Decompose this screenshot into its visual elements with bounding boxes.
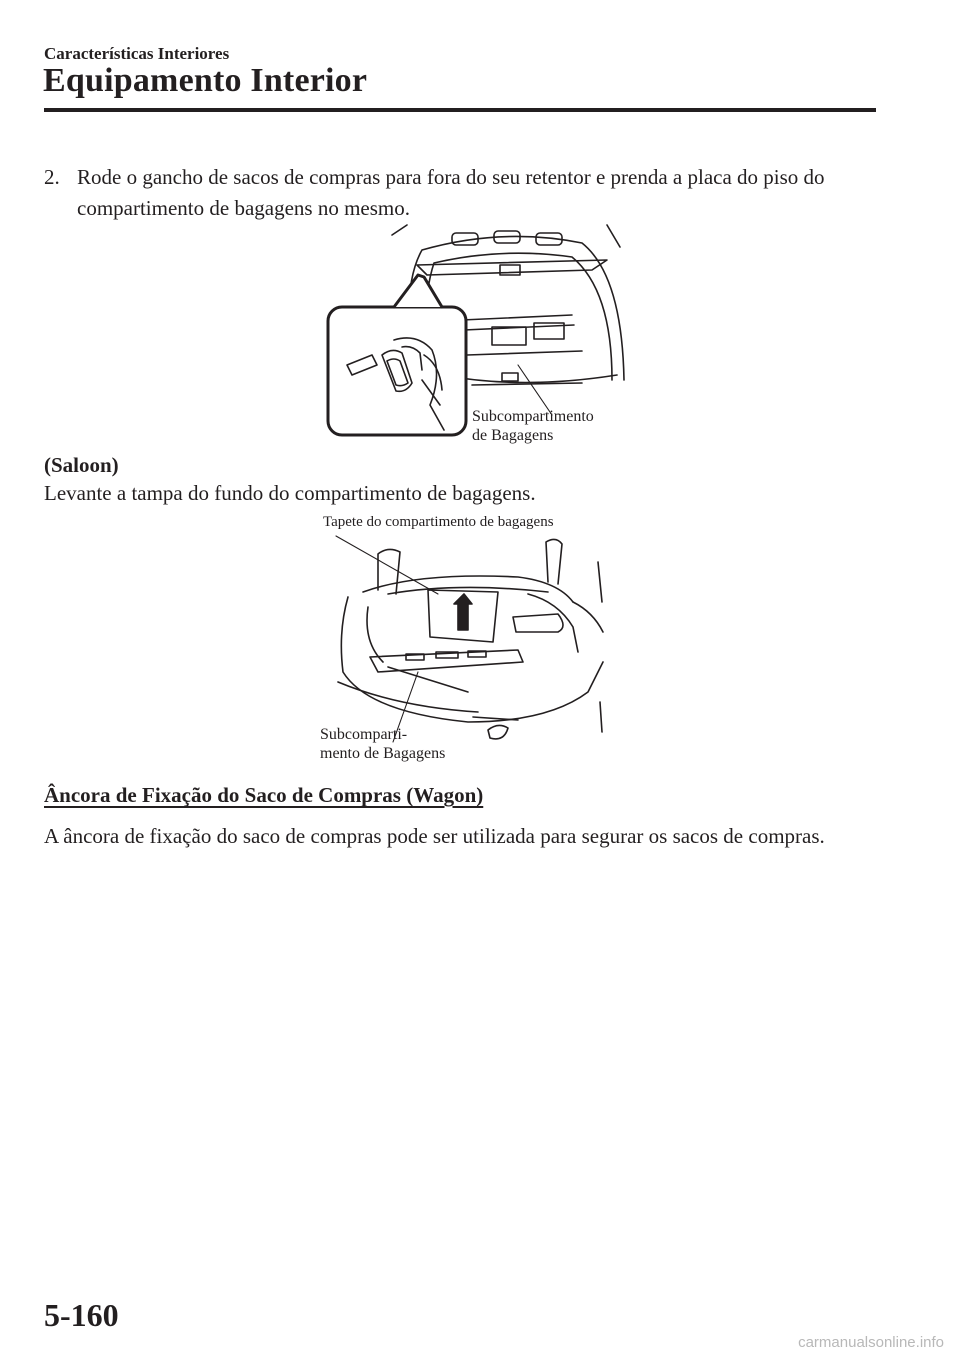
callout-line: de Bagagens	[472, 427, 554, 444]
step-text: Rode o gancho de sacos de compras para fora do seu retentor e prenda a placa do piso do compartimento de bagagens no mesmo.	[77, 165, 825, 220]
callout-subcompartment-wagon	[472, 407, 594, 445]
anchor-text: A âncora de fixação do saco de compras pode ser utilizada para segurar os sacos de compras.	[44, 824, 825, 848]
callout-line: mento de Bagagens	[320, 745, 446, 762]
anchor-heading: Âncora de Fixação do Saco de Compras (Wagon)	[44, 783, 484, 807]
callout-trunk-mat: Tapete do compartimento de bagagens	[323, 514, 554, 530]
saloon-heading: (Saloon)	[44, 453, 119, 477]
page-number: 5-160	[44, 1297, 119, 1333]
step-number: 2.	[44, 165, 60, 189]
watermark: carmanualsonline.info	[798, 1334, 944, 1351]
title-rule	[44, 108, 876, 112]
saloon-trunk-illustration	[318, 532, 608, 752]
callout-subcompartment-saloon	[320, 725, 445, 763]
section-label: Características Interiores	[44, 44, 230, 63]
page-title: Equipamento Interior	[43, 62, 368, 99]
callout-line: Subcompartimento	[472, 408, 594, 425]
saloon-text: Levante a tampa do fundo do compartimento de bagagens.	[44, 481, 536, 505]
callout-line: Subcomparti-	[320, 726, 408, 743]
